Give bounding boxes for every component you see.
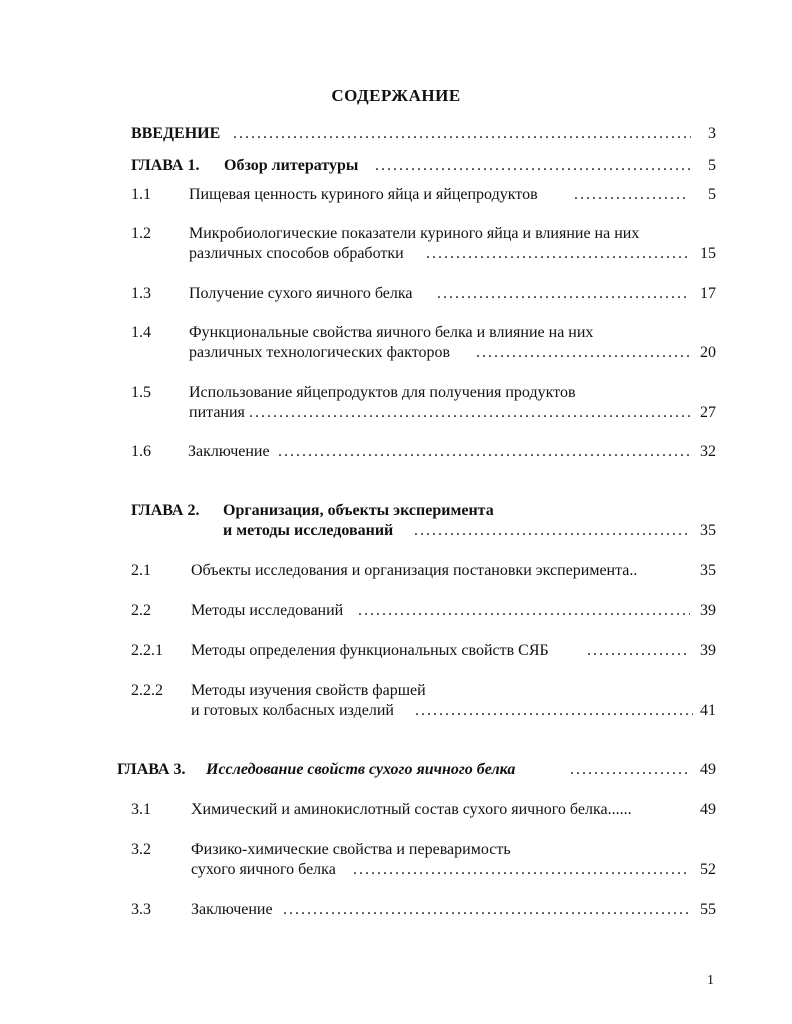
toc-entry-text: Обзор литературы [224,157,359,174]
toc-entry-number: 2.1 [131,562,151,579]
toc-leader [233,124,691,144]
toc-entry-text: Функциональные свойства яичного белка и влияние на них [189,324,594,341]
toc-entry-number: 2.2.1 [131,642,163,659]
toc-entry-text: ВВЕДЕНИЕ [131,125,221,142]
toc-entry-3-2[interactable] [131,840,716,880]
toc-leader [414,521,690,541]
toc-leader [283,900,690,920]
toc-entry-number: 3.3 [131,901,151,918]
toc-entry-1-1[interactable] [131,185,716,205]
toc-entry-number: ГЛАВА 1. [131,157,200,174]
toc-entry-chapter-3[interactable] [117,760,716,780]
toc-entry-page: 49 [700,801,716,818]
toc-entry-1-6[interactable] [131,442,716,462]
toc-entry-text: Пищевая ценность куриного яйца и яйцепродуктов [189,186,538,203]
toc-entry-text: Физико-химические свойства и переваримость [191,841,511,858]
toc-entry-page: 35 [700,522,716,539]
toc-entry-2-2-1[interactable] [131,641,716,661]
toc-entry-chapter-2[interactable] [131,501,716,541]
toc-entry-introduction[interactable] [131,124,716,144]
toc-entry-number: 1.1 [131,186,151,203]
toc-entry-text-continued: сухого яичного белка [191,861,336,878]
toc-entry-page: 52 [700,861,716,878]
toc-leader [426,244,689,264]
toc-entry-text: Методы изучения свойств фаршей [191,682,426,699]
toc-entry-2-2[interactable] [131,601,716,621]
toc-entry-text: Микробиологические показатели куриного яйца и влияние на них [189,225,640,242]
toc-entry-number: 1.4 [131,324,151,341]
toc-leader [574,185,689,205]
toc-entry-number: 3.1 [131,801,151,818]
toc-entry-text: Методы исследований [191,602,344,619]
toc-leader [358,601,690,621]
toc-leader [476,343,689,363]
toc-entry-page: 15 [700,245,716,262]
toc-entry-text: Заключение [191,901,273,918]
toc-entry-page: 41 [700,702,716,719]
toc-leader [437,284,689,304]
toc-entry-page: 32 [700,443,716,460]
toc-entry-1-3[interactable] [131,284,716,304]
toc-entry-number: 1.6 [131,443,151,460]
toc-entry-1-4[interactable] [131,323,716,363]
toc-entry-text-continued: и методы исследований [223,522,394,539]
toc-entry-text: Исследование свойств сухого яичного белка [206,761,516,778]
toc-leader [278,442,690,462]
toc-entry-page: 5 [708,157,716,174]
toc-entry-text: Методы определения функциональных свойств СЯБ [191,642,549,659]
toc-entry-page: 17 [700,285,716,302]
toc-entry-text: Получение сухого яичного белка [189,285,413,302]
toc-entry-3-1[interactable] [131,800,716,820]
toc-entry-text: Химический и аминокислотный состав сухого яичного белка...... [191,801,632,818]
toc-entry-page: 55 [700,901,716,918]
toc-entry-page: 35 [700,562,716,579]
toc-leader [415,701,693,721]
toc-entry-number: ГЛАВА 3. [117,761,186,778]
toc-entry-number: 1.5 [131,384,151,401]
toc-entry-number: 1.2 [131,225,151,242]
toc-entry-page: 49 [700,761,716,778]
toc-leader [249,403,693,423]
toc-entry-1-2[interactable] [131,224,716,264]
toc-entry-text: Объекты исследования и организация постановки эксперимента.. [191,562,638,579]
page-number: 1 [707,973,714,988]
toc-entry-1-5[interactable] [131,383,716,423]
toc-entry-number: 2.2 [131,602,151,619]
toc-leader [587,641,690,661]
toc-entry-text-continued: и готовых колбасных изделий [191,702,394,719]
toc-entry-page: 20 [700,344,716,361]
toc-entry-3-3[interactable] [131,900,716,920]
toc-entry-page: 27 [700,404,716,421]
toc-entry-2-2-2[interactable] [131,681,716,721]
toc-entry-page: 3 [708,125,716,142]
toc-entry-number: ГЛАВА 2. [131,502,200,519]
toc-leader [353,860,687,880]
toc-leader [375,156,690,176]
toc-entry-text-continued: различных технологических факторов [189,344,451,361]
toc-leader [570,760,690,780]
toc-entry-chapter-1[interactable] [131,156,716,176]
toc-entry-number: 3.2 [131,841,151,858]
toc-entry-text: Заключение [188,443,270,460]
toc-entry-text-continued: питания [189,404,245,421]
toc-entry-number: 1.3 [131,285,151,302]
toc-entry-number: 2.2.2 [131,682,163,699]
toc-entry-text: Использование яйцепродуктов для получения продуктов [189,384,576,401]
page-title: СОДЕРЖАНИЕ [331,86,461,105]
toc-entry-page: 39 [700,642,716,659]
toc-entry-page: 5 [708,186,716,203]
toc-entry-text: Организация, объекты эксперимента [223,502,494,519]
toc-entry-2-1[interactable] [131,561,716,581]
toc-entry-page: 39 [700,602,716,619]
toc-entry-text-continued: различных способов обработки [189,245,404,262]
